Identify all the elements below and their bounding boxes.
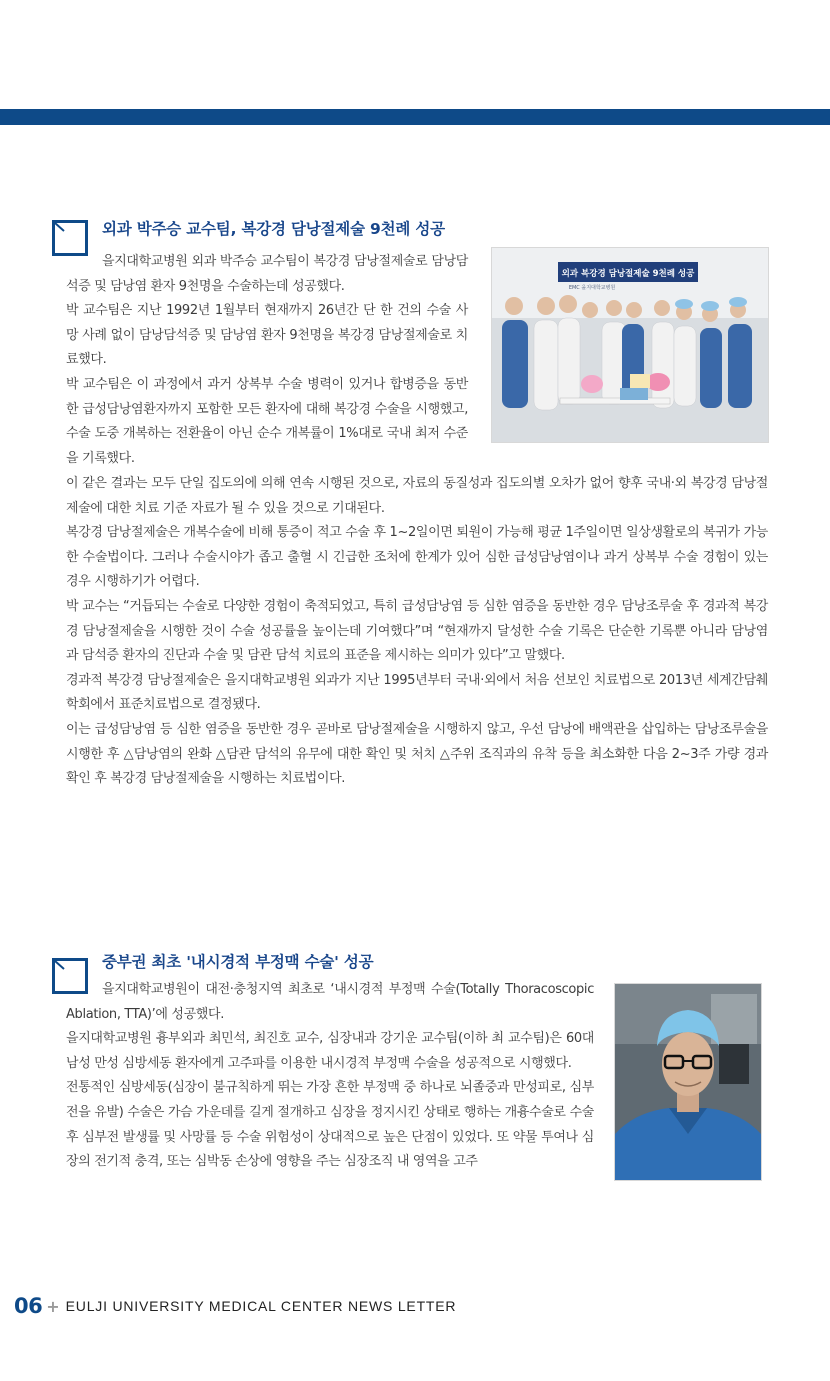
surgery-team-photo [491, 247, 769, 443]
article2-body [66, 978, 594, 1175]
article1-paragraph: 박 교수는 “거듭되는 수술로 다양한 경험이 축적되었고, 특히 급성담낭염 등 심한 염증을 동반한 경우 담낭조루술 후 경과적 복강경 담낭절제술을 시행한 것이 수술 성공률을 높이는데 기여했다”며 “현재까지 달성한 수술 기록은 단순한 기록뿐 아니라 담낭염과 담석증 환자의 진단과 수술 및 담관 담석 치료의 표준을 제시하는 의미가 있다”고 말했다. [66, 598, 768, 664]
publication-name: EULJI UNIVERSITY MEDICAL CENTER NEWS LETTER [65, 1298, 457, 1314]
article2-paragraph: 을지대학교병원이 대전·충청지역 최초로 ‘내시경적 부정맥 수술(Totally Thoracoscopic Ablation, TTA)’에 성공했다. [66, 982, 594, 1022]
article1-paragraph: 박 교수팀은 지난 1992년 1월부터 현재까지 26년간 단 한 건의 수술 사망 사례 없이 담낭담석증 및 담낭염 환자 9천명을 복강경 담낭절제술로 치료했다. [66, 303, 468, 368]
article2-paragraph: 전통적인 심방세동(심장이 불규칙하게 뛰는 가장 흔한 부정맥 중 하나로 뇌졸중과 만성피로, 심부전을 유발) 수술은 가슴 가운데를 길게 절개하고 심장을 정지시킨 상태로 행하는 개흉수술로 수술 후 심부전 발생률 및 사망률 등 수술 위험성이 상대적으로 높은 단점이 있었다. 또 약물 투여나 심장의 전기적 충격, 또는 심박동 손상에 영향을 주는 심장조직 내 영역을 고주 [66, 1080, 594, 1170]
article1-paragraph: 경과적 복강경 담낭절제술은 을지대학교병원 외과가 지난 1995년부터 국내·외에서 처음 선보인 치료법으로 2013년 세계간담췌학회에서 표준치료법으로 결정됐다. [66, 672, 768, 713]
header-bar [0, 109, 830, 125]
doctor-portrait-photo [614, 983, 762, 1181]
team-celebration-illustration [492, 248, 768, 442]
page-footer [14, 1293, 456, 1319]
article1-paragraph: 복강경 담낭절제술은 개복수술에 비해 통증이 적고 수술 후 1~2일이면 퇴원이 가능해 평균 1주일이면 일상생활로의 복귀가 가능한 수술법이다. 그러나 수술시야가 좁고 출혈 시 긴급한 조처에 한계가 있어 심한 급성담낭염이나 과거 상복부 수술 경험이 있는 경우 시행하기가 어렵다. [66, 525, 768, 590]
photo-banner-logo: EMC 을지대학교병원 [568, 285, 616, 291]
footer-plus-icon: + [46, 1296, 60, 1316]
article1-paragraph: 을지대학교병원 외과 박주승 교수팀이 복강경 담낭절제술로 담낭담석증 및 담낭염 환자 9천명을 수술하는데 성공했다. [66, 254, 468, 294]
article1-body-wide [66, 472, 768, 792]
article1-paragraph: 이는 급성담낭염 등 심한 염증을 동반한 경우 곧바로 담낭절제술을 시행하지 않고, 우선 담낭에 배액관을 삽입하는 담낭조루술을 시행한 후 △담낭염의 완화 △담관 담석의 유무에 대한 확인 및 처치 △주위 조직과의 유착 등을 최소화한 다음 2~3주 가량 경과 확인 후 복강경 담낭절제술을 시행하는 치료법이다. [66, 721, 768, 787]
article2-title: 중부권 최초 '내시경적 부정맥 수술' 성공 [102, 953, 374, 971]
article1-title: 외과 박주승 교수팀, 복강경 담낭절제술 9천례 성공 [102, 220, 445, 238]
article1-body-narrow [66, 250, 468, 471]
doctor-portrait-illustration [615, 984, 761, 1180]
photo-banner-text: 외과 복강경 담낭절제술 9천례 성공 [561, 269, 695, 279]
article1-paragraph: 박 교수팀은 이 과정에서 과거 상복부 수술 병력이 있거나 합병증을 동반한 급성담낭염환자까지 포함한 모든 환자에 대해 복강경 수술을 시행했고, 수술 도중 개복하는 전환율이 아닌 순수 개복률이 1%대로 국내 최저 수준을 기록했다. [66, 376, 468, 466]
page-number: 06 [14, 1294, 43, 1318]
article1-paragraph: 이 같은 결과는 모두 단일 집도의에 의해 연속 시행된 것으로, 자료의 동질성과 집도의별 오차가 없어 향후 국내·외 복강경 담낭절제술에 대한 치료 기준 자료가 될 수 있을 것으로 기대된다. [66, 476, 768, 516]
article2-paragraph: 을지대학교병원 흉부외과 최민석, 최진호 교수, 심장내과 강기운 교수팀(이하 최 교수팀)은 60대 남성 만성 심방세동 환자에게 고주파를 이용한 내시경적 부정맥 수술을 성공적으로 시행했다. [66, 1031, 594, 1071]
